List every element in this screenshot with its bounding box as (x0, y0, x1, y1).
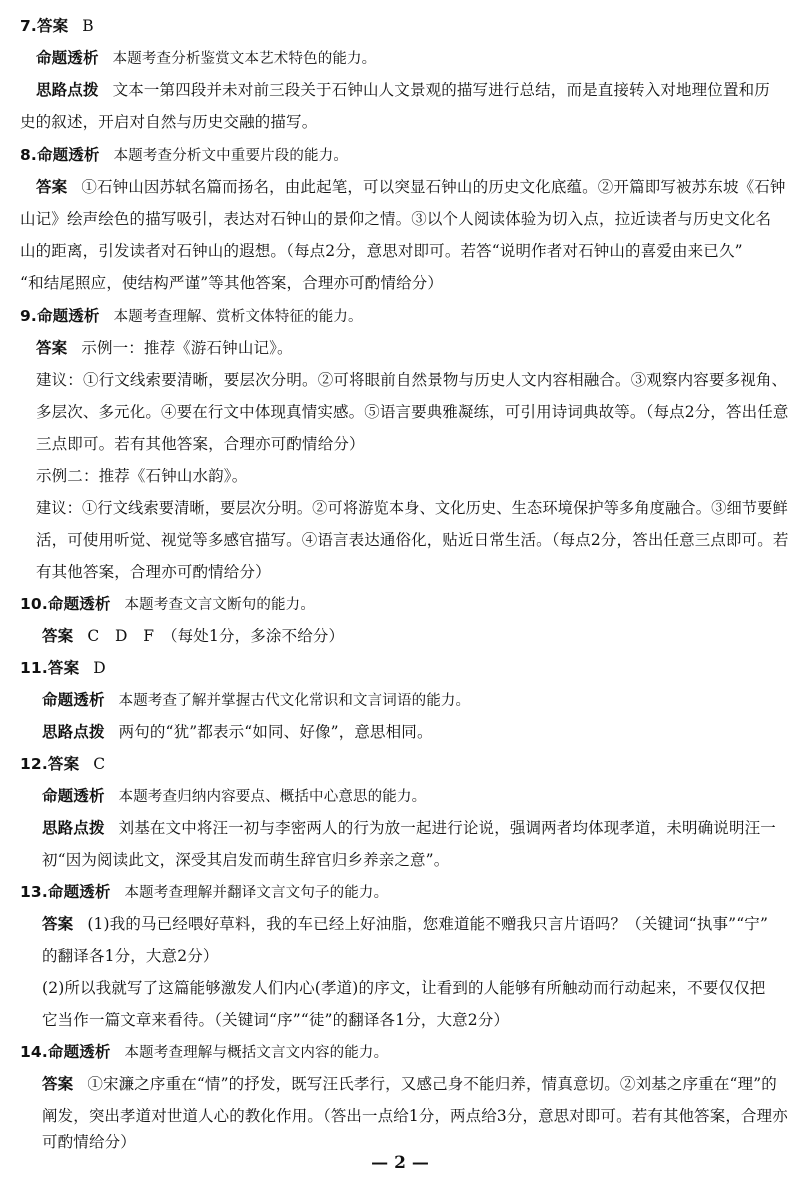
question-number: 8. (20, 146, 37, 164)
hint-text: 刘基在文中将汪一初与李密两人的行为放一起进行论说，强调两者均体现孝道，未明确说明汪一 (118, 819, 776, 837)
page-number: — 2 — (371, 1153, 429, 1173)
q7-hint-line-2: 史的叙述，开启对自然与历史交融的描写。 (20, 113, 318, 131)
question-number: 14. (20, 1043, 48, 1061)
q8-answer-line-3: 山的距离，引发读者对石钟山的遐想。（每点2分，意思对即可。若答“说明作者对石钟山的喜爱由来已久” (20, 242, 743, 260)
question-number: 12. (20, 755, 48, 773)
q9-example2-line-3: 有其他答案，合理亦可酌情给分） (36, 563, 271, 581)
q9-example2-line-2: 活，可使用听觉、视觉等多感官描写。④语言表达通俗化，贴近日常生活。（每点2分，答出任意三点即可。若 (36, 531, 789, 549)
q13-answer-line (42, 914, 788, 934)
analysis-label: 命题透析 (47, 595, 111, 613)
question-number: 13. (20, 883, 48, 901)
answer-value: B (82, 17, 94, 35)
question-number: 11. (20, 659, 48, 677)
q11-analysis-line (42, 690, 788, 711)
analysis-text: 本题考查归纳内容要点、概括中心意思的能力。 (118, 789, 427, 805)
q9-example2-line-1: 建议：①行文线索要清晰，要层次分明。②可将游览本身、文化历史、生态环境保护等多角度融合。③细节要鲜 (36, 499, 788, 517)
q11-hint-line (42, 722, 788, 742)
q8-analysis-line (20, 145, 788, 166)
answer-label: 答案 (42, 915, 74, 933)
hint-label: 思路点拨 (36, 81, 99, 99)
q14-analysis-line (20, 1042, 788, 1063)
q7-hint-line (36, 80, 788, 100)
q8-answer-line-4: “和结尾照应，使结构严谨”等其他答案，合理亦可酌情给分） (20, 274, 444, 292)
hint-label: 思路点拨 (42, 723, 105, 741)
answer-text: C D F （每处1分，多涂不给分） (87, 627, 345, 645)
q14-answer-line-3: 可酌情给分） (42, 1133, 136, 1151)
q12-analysis-line (42, 786, 788, 807)
hint-text: 文本一第四段并未对前三段关于石钟山人文景观的描写进行总结，而是直接转入对地理位置和历 (112, 81, 770, 99)
analysis-label: 命题透析 (36, 146, 100, 164)
q13-analysis-line (20, 882, 788, 903)
analysis-label: 命题透析 (42, 691, 105, 709)
analysis-label: 命题透析 (42, 787, 105, 805)
q14-answer-line-2: 阐发，突出孝道对世道人心的教化作用。（答出一点给1分，两点给3分，意思对即可。若有其他答案，合理亦 (42, 1107, 788, 1125)
answer-text: ①石钟山因苏轼名篇而扬名，由此起笔，可以突显石钟山的历史文化底蕴。②开篇即写被苏东坡《石钟 (81, 178, 786, 196)
analysis-text: 本题考查理解并翻译文言文句子的能力。 (124, 885, 389, 901)
answer-text: (1)我的马已经喂好草料，我的车已经上好油脂，您难道能不赠我只言片语吗？（关键词“执事”“宁” (87, 915, 769, 933)
answer-text: ①宋濂之序重在“情”的抒发，既写汪氏孝行，又感己身不能归养，情真意切。②刘基之序重在“理”的 (87, 1075, 777, 1093)
question-number: 7. (20, 17, 37, 35)
q12-hint-line (42, 818, 788, 838)
q9-example2-title: 示例二：推荐《石钟山水韵》。 (36, 467, 248, 485)
analysis-label: 命题透析 (36, 307, 100, 325)
answer-label: 答案 (36, 339, 68, 357)
answer-label: 答案 (42, 627, 74, 645)
analysis-text: 本题考查了解并掌握古代文化常识和文言词语的能力。 (118, 693, 471, 709)
q9-analysis-line (20, 306, 788, 327)
q13-answer-line-4: 它当作一篇文章来看待。（关键词“序”“徒”的翻译各1分，大意2分） (42, 1011, 510, 1029)
answer-label: 答案 (47, 659, 80, 677)
analysis-label: 命题透析 (47, 883, 111, 901)
analysis-text: 本题考查文言文断句的能力。 (124, 597, 315, 613)
analysis-text: 本题考查理解、赏析文体特征的能力。 (113, 309, 363, 325)
q7-analysis-line (36, 48, 788, 69)
answer-label: 答案 (47, 755, 80, 773)
q9-example1-line-3: 三点即可。若有其他答案，合理亦可酌情给分） (36, 435, 365, 453)
q10-analysis-line (20, 594, 788, 615)
q13-answer-line-3: (2)所以我就写了这篇能够激发人们内心(孝道)的序文，让看到的人能够有所触动而行动起来，不要仅仅把 (42, 979, 766, 997)
q12-answer-line (20, 754, 788, 774)
q9-answer-line (36, 338, 788, 358)
answer-label: 答案 (36, 17, 69, 35)
q12-hint-line-2: 初“因为阅读此文，深受其启发而萌生辞官归乡养亲之意”。 (42, 851, 450, 869)
analysis-label: 命题透析 (47, 1043, 111, 1061)
question-number: 9. (20, 307, 37, 325)
example1-title: 示例一：推荐《游石钟山记》。 (81, 339, 293, 357)
q10-answer-line (42, 626, 788, 646)
answer-value: D (93, 659, 106, 677)
q8-answer-line-2: 山记》绘声绘色的描写吸引，表达对石钟山的景仰之情。③以个人阅读体验为切入点，拉近读者与历史文化名 (20, 210, 772, 228)
hint-label: 思路点拨 (42, 819, 105, 837)
q8-answer-line (36, 177, 788, 197)
analysis-text: 本题考查分析鉴赏文本艺术特色的能力。 (112, 51, 377, 67)
q9-example1-line-2: 多层次、多元化。④要在行文中体现真情实感。⑤语言要典雅凝练，可引用诗词典故等。（每点2分，答出任意 (36, 403, 789, 421)
analysis-label: 命题透析 (36, 49, 99, 67)
q7-answer-line (20, 16, 788, 36)
analysis-text: 本题考查分析文中重要片段的能力。 (113, 148, 348, 164)
question-number: 10. (20, 595, 48, 613)
answer-label: 答案 (42, 1075, 74, 1093)
q13-answer-line-2: 的翻译各1分，大意2分） (42, 947, 219, 965)
q14-answer-line (42, 1074, 788, 1094)
answer-label: 答案 (36, 178, 68, 196)
analysis-text: 本题考查理解与概括文言文内容的能力。 (124, 1045, 389, 1061)
q9-example1-line-1: 建议：①行文线索要清晰，要层次分明。②可将眼前自然景物与历史人文内容相融合。③观察内容要多视角、 (36, 371, 788, 389)
q11-answer-line (20, 658, 788, 678)
answer-value: C (93, 755, 106, 773)
hint-text: 两句的“犹”都表示“如同、好像”，意思相同。 (118, 723, 433, 741)
